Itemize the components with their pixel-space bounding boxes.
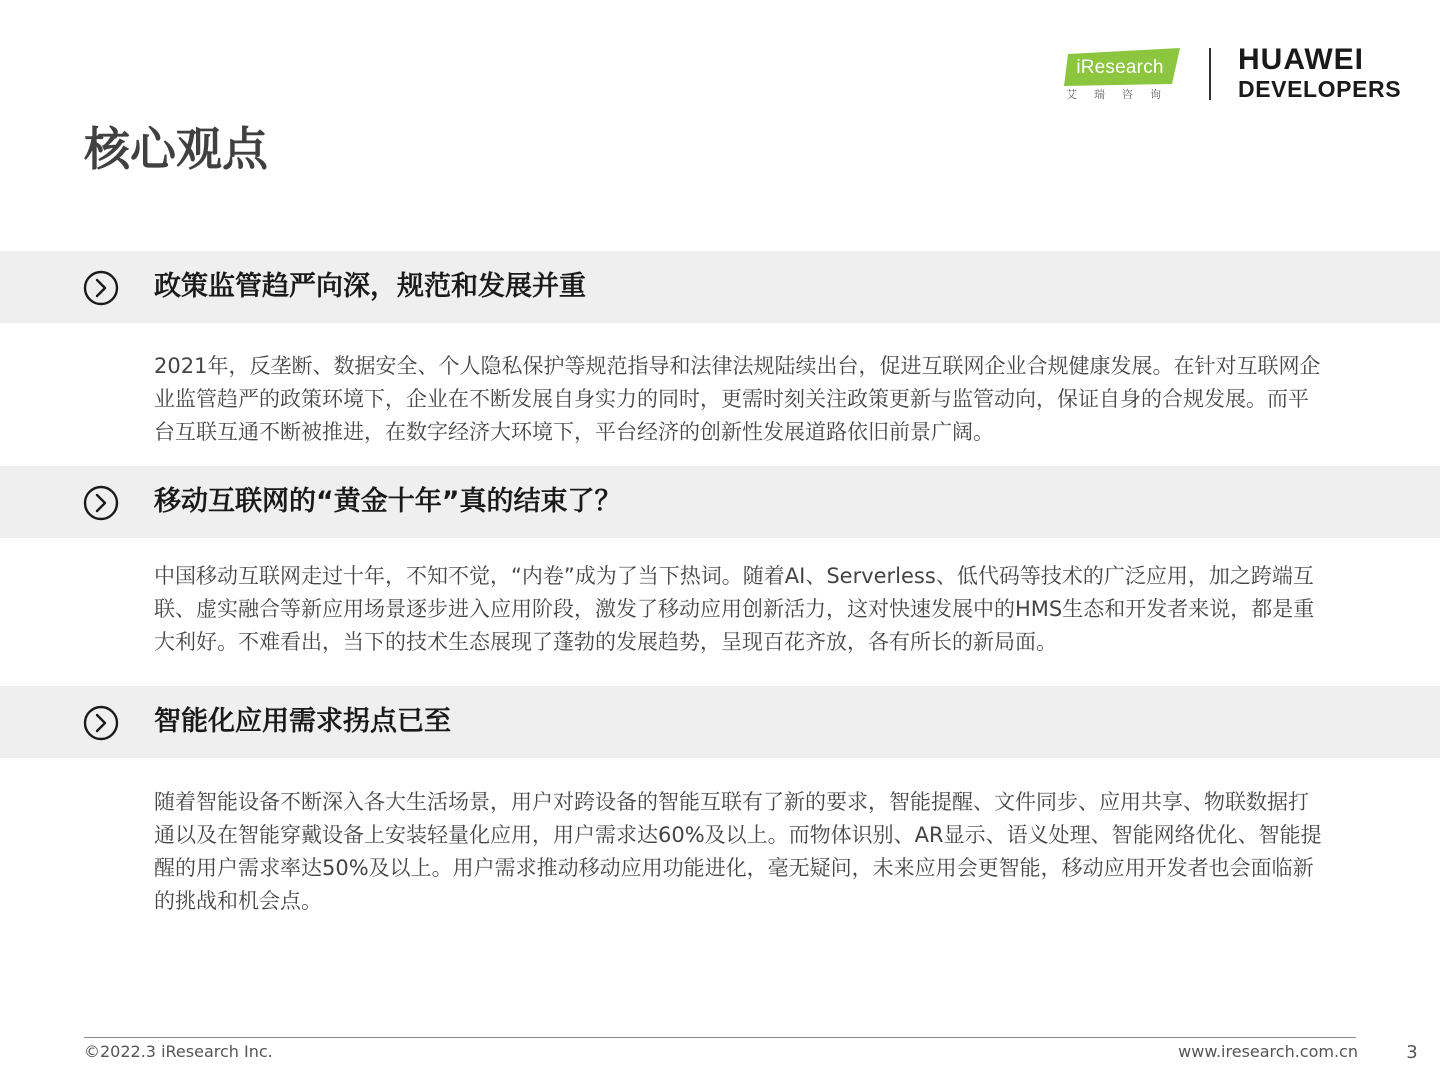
iresearch-logo-wordmark: iResearch xyxy=(1076,57,1164,78)
logo-divider xyxy=(1209,48,1211,100)
iresearch-logo xyxy=(1064,46,1182,102)
section-header-policy xyxy=(0,251,1440,323)
section-body: 中国移动互联网走过十年，不知不觉，“内卷”成为了当下热词。随着AI、Serverless、低代码等技术的广泛应用，加之跨端互联、虚实融合等新应用场景逐步进入应用阶段，激发了移动应用创新活力，这对快速发展中的HMS生态和开发者来说，都是重大利好。不难看出，当下的技术生态展现了蓬勃的发展趋势，呈现百花齐放，各有所长的新局面。 xyxy=(154,564,1315,654)
chevron-right-circle-icon xyxy=(83,270,119,306)
page-title: 核心观点 xyxy=(84,122,268,176)
section-body: 2021年，反垄断、数据安全、个人隐私保护等规范指导和法律法规陆续出台，促进互联网企业合规健康发展。在针对互联网企业监管趋严的政策环境下，企业在不断发展自身实力的同时，更需时刻关注政策更新与监管动向，保证自身的合规发展。而平台互联互通不断被推进，在数字经济大环境下，平台经济的创新性发展道路依旧前景广阔。 xyxy=(154,354,1321,444)
footer-url[interactable]: www.iresearch.com.cn xyxy=(1178,1042,1358,1061)
footer-divider xyxy=(84,1037,1356,1038)
chevron-right-circle-icon xyxy=(83,485,119,521)
footer-copyright: ©2022.3 iResearch Inc. xyxy=(84,1042,273,1061)
huawei-logo-line2: DEVELOPERS xyxy=(1238,76,1402,102)
section-heading: 移动互联网的“黄金十年”真的结束了？ xyxy=(154,486,622,517)
section-header-intelligent-apps xyxy=(0,686,1440,758)
section-heading: 智能化应用需求拐点已至 xyxy=(154,706,451,737)
section-heading: 政策监管趋严向深，规范和发展并重 xyxy=(154,271,586,302)
section-header-golden-decade xyxy=(0,466,1440,538)
section-body: 随着智能设备不断深入各大生活场景，用户对跨设备的智能互联有了新的要求，智能提醒、文件同步、应用共享、物联数据打通以及在智能穿戴设备上安装轻量化应用，用户需求达60%及以上。而物体识别、AR显示、语义处理、智能网络优化、智能提醒的用户需求率达50%及以上。用户需求推动移动应用功能进化，毫无疑问，未来应用会更智能，移动应用开发者也会面临新的挑战和机会点。 xyxy=(154,790,1322,913)
chevron-right-circle-icon xyxy=(83,705,119,741)
iresearch-logo-chinese: 艾瑞咨询 xyxy=(1066,88,1178,101)
page-number: 3 xyxy=(1406,1042,1418,1063)
huawei-logo-line1: HUAWEI xyxy=(1238,43,1364,76)
huawei-developers-logo xyxy=(1238,44,1401,102)
